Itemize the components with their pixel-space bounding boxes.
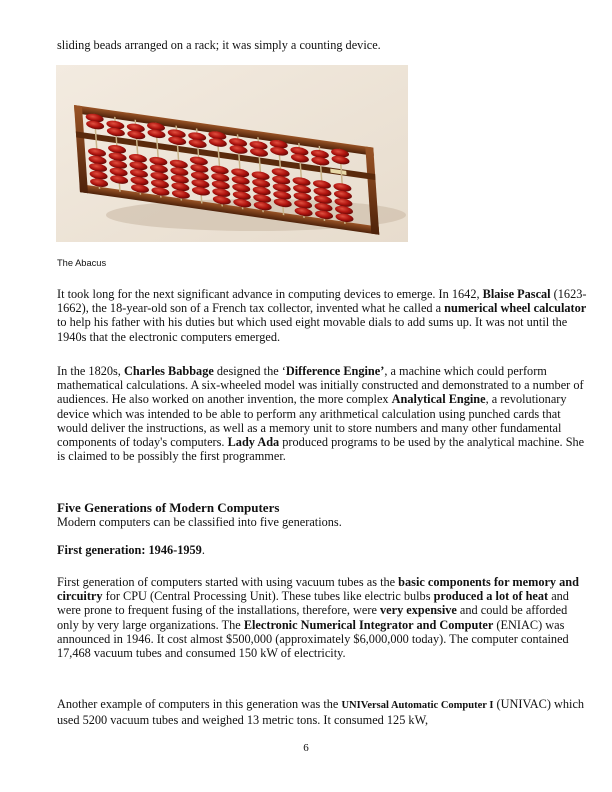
page-number: 6	[303, 742, 309, 754]
continuation-line: sliding beads arranged on a rack; it was simply a counting device.	[57, 38, 381, 52]
first-generation-heading: First generation: 1946-1959.	[57, 543, 205, 557]
paragraph-babbage: In the 1820s, Charles Babbage designed the ‘Difference Engine’, a machine which could perform mathematical calculations. A six-wheeled model was initially constructed and demonstrated to a number of audiences. He also worked on another invention, the more complex Analytical Engine, a revolutionary device which was intended to be able to perform any arithmetical calculation using punched cards that would deliver the instructions, as well as a memory unit to store numbers and many other fundamental components of today's computers. Lady Ada produced programs to be used by the analytical machine. She is claimed to be possibly the first programmer.	[57, 364, 585, 464]
paragraph-pascal: It took long for the next significant advance in computing devices to emerge. In 1642, Blaise Pascal (1623-1662), the 18-year-old son of a French tax collector, invented what he called a numerical wheel calculator to help his father with his duties but which used eight movable dials to add sums up. It was not until the 1940s that the electronic computers emerged.	[57, 287, 587, 344]
figure-caption: The Abacus	[57, 258, 107, 268]
paragraph-first-generation: First generation of computers started with using vacuum tubes as the basic components for memory and circuitry for CPU (Central Processing Unit). These tubes like electric bulbs produced a lot of heat and were prone to frequent fusing of the installations, therefore, were very expensive and could be afforded only by very large organizations. The Electronic Numerical Integrator and Computer (ENIAC) was announced in 1946. It cost almost $500,000 (approximately $6,000,000 today). The computer contained 17,468 vacuum tubes and consumed 150 kW of electricity.	[57, 575, 579, 661]
abacus-image	[56, 65, 408, 242]
paragraph-univac: Another example of computers in this generation was the UNIVersal Automatic Computer I (UNIVAC) which used 5200 vacuum tubes and weighed 13 metric tons. It consumed 125 kW,	[57, 697, 585, 728]
section-intro: Modern computers can be classified into five generations.	[57, 515, 342, 529]
section-heading: Five Generations of Modern Computers	[57, 500, 280, 515]
